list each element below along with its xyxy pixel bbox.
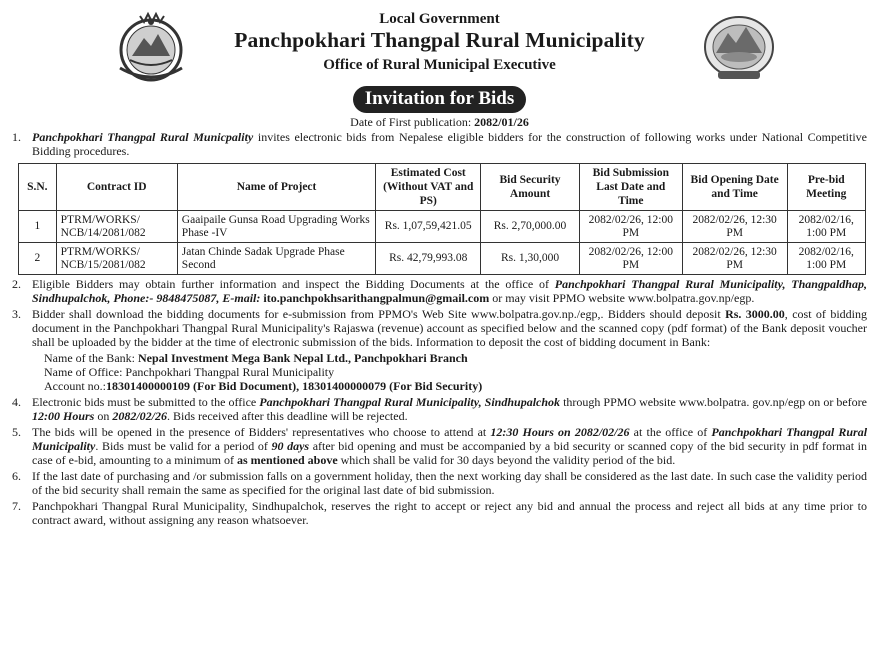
col-project: Name of Project	[177, 164, 376, 211]
bank-name-line: Name of the Bank: Nepal Investment Mega Bank Nepal Ltd., Panchpokhari Branch	[44, 351, 468, 365]
clause-3: 3. Bidder shall download the bidding documents for e-submission from PPMO's Web Site www.bolpatra.gov.np./egp,. Bidders should deposit Rs. 3000.00, cost of bidding document in the Panchpokhari Thangpal Rural Municipality's Rajaswa (revenue) account as specified below and the scanned copy (pdf format) of the Bank deposit voucher shall be uploaded by the bidder at the time of electronic submission of the bids. Information to deposit the cost of bidding document in Bank:	[12, 307, 867, 349]
cell-sn: 2	[19, 243, 57, 275]
cell-submission: 2082/02/26, 12:00 PM	[579, 243, 682, 275]
office-name: Office of Rural Municipal Executive	[323, 57, 556, 73]
cell-prebid: 2082/02/16, 1:00 PM	[787, 211, 865, 243]
cell-opening: 2082/02/26, 12:30 PM	[682, 211, 787, 243]
notice-header	[12, 0, 867, 86]
cell-sn: 1	[19, 211, 57, 243]
municipality-logo	[702, 13, 776, 85]
cell-prebid: 2082/02/16, 1:00 PM	[787, 243, 865, 275]
col-sn: S.N.	[19, 164, 57, 211]
clause-6: 6. If the last date of purchasing and /or submission falls on a government holiday, then the next working day shall be considered as the last date. In such case the validity period of the bid security shall remain the same as specified for the original last date of bid submission.	[12, 469, 867, 497]
cell-opening: 2082/02/26, 12:30 PM	[682, 243, 787, 275]
cell-project: Jatan Chinde Sadak Upgrade Phase Second	[177, 243, 376, 275]
cell-contract-id: PTRM/WORKS/ NCB/14/2081/082	[56, 211, 177, 243]
col-submission: Bid Submission Last Date and Time	[579, 164, 682, 211]
cell-project: Gaaipaile Gunsa Road Upgrading Works Phase -IV	[177, 211, 376, 243]
table-header-row	[19, 164, 866, 211]
local-government-label: Local Government	[379, 11, 500, 27]
clause-5: 5. The bids will be opened in the presence of Bidders' representatives who choose to attend at 12:30 Hours on 2082/02/26 at the office of Panchpokhari Thangpal Rural Municipality. Bids must be valid for a period of 90 days after bid opening and must be accompanied by a bid security or scanned copy of the bid security in pdf format in case of e-bid, amounting to a minimum of as mentioned above which shall be valid for 30 days beyond the validity period of the bid.	[12, 425, 868, 467]
cell-security: Rs. 2,70,000.00	[481, 211, 580, 243]
cell-security: Rs. 1,30,000	[481, 243, 580, 275]
col-estimated-cost: Estimated Cost (Without VAT and PS)	[376, 164, 481, 211]
clause-4: 4. Electronic bids must be submitted to the office Panchpokhari Thangpal Rural Municipality, Sindhupalchok through PPMO website www.bolpatra. gov.np/egp on or before 12:00 Hours on 2082/02/26. Bids received after this deadline will be rejected.	[12, 395, 867, 423]
col-prebid: Pre-bid Meeting	[787, 164, 865, 211]
page-title: Invitation for Bids	[353, 86, 527, 113]
cell-cost: Rs. 1,07,59,421.05	[376, 211, 481, 243]
col-bid-security: Bid Security Amount	[481, 164, 580, 211]
account-line: Account no.:18301400000109 (For Bid Document), 18301400000079 (For Bid Security)	[44, 379, 483, 393]
municipality-name: Panchpokhari Thangpal Rural Municipality	[234, 28, 645, 52]
contact-email: ito.panchpokhsarithangpalmun@gmail.com	[260, 291, 490, 305]
office-name-line: Name of Office: Panchpokhari Thangpal Rural Municipality	[44, 365, 335, 379]
cell-contract-id: PTRM/WORKS/ NCB/15/2081/082	[56, 243, 177, 275]
publication-date: Date of First publication: 2082/01/26	[350, 115, 529, 129]
col-opening: Bid Opening Date and Time	[682, 164, 787, 211]
table-row	[19, 243, 866, 275]
col-contract-id: Contract ID	[56, 164, 177, 211]
cell-submission: 2082/02/26, 12:00 PM	[579, 211, 682, 243]
bids-table	[18, 163, 866, 275]
bank-details	[12, 351, 867, 393]
clause-2: 2. Eligible Bidders may obtain further information and inspect the Bidding Documents at the office of Panchpokhari Thangpal Rural Municipality, Thangpaldhap, Sindhupalchok, Phone:- 9848475087, E-mail: ito.panchpokhsarithangpalmun@gmail.com or may visit PPMO website www.bolpatra.gov.np/egp.	[12, 277, 867, 305]
clause-1: 1. Panchpokhari Thangpal Rural Municpality invites electronic bids from Nepalese eligible bidders for the construction of following works under National Competitive Bidding procedures.	[12, 130, 867, 158]
table-row	[19, 211, 866, 243]
clause-7: 7. Panchpokhari Thangpal Rural Municipality, Sindhupalchok, reserves the right to accept or reject any bid and annual the process and reject all bids at any time prior to contract award, without assigning any reason whatsoever.	[12, 499, 867, 527]
cell-cost: Rs. 42,79,993.08	[376, 243, 481, 275]
